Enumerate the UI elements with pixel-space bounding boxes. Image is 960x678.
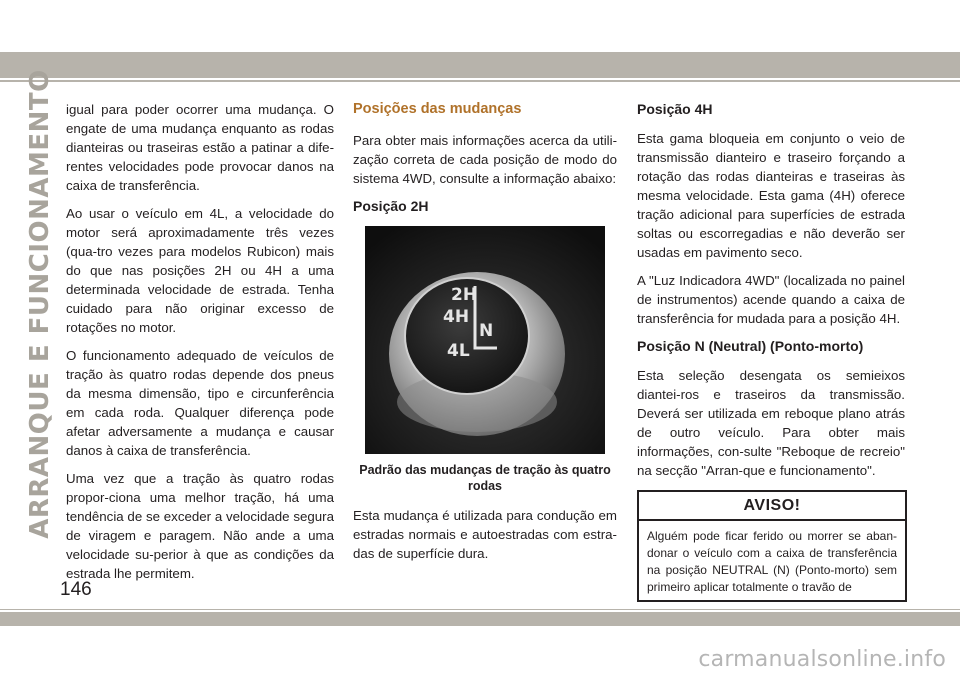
heading-neutral: Posição N (Neutral) (Ponto-morto)	[637, 338, 864, 354]
warning-text: Alguém pode ficar ferido ou morrer se aban-donar o veículo com a caixa de transferência na posição NEUTRAL (N) (Ponto-morto) sem primeiro aplicar totalmente o travão de	[647, 529, 897, 594]
watermark-text: carmanualsonline.info	[698, 647, 946, 672]
column-left	[66, 100, 334, 592]
knob-label-4h: 4H	[443, 307, 470, 327]
footer-rule	[0, 609, 960, 610]
warning-box	[637, 490, 907, 602]
knob-label-4l: 4L	[447, 341, 470, 361]
paragraph: Esta seleção desengata os semieixos diantei-ros e traseiros da transmissão. Deverá ser utilizada em reboque plano atrás de outro veículo. Para obter mais informações, con-sulte "Reboque de recreio" na secção "Arran-que e funcionamento".	[637, 368, 905, 478]
knob-label-2h: 2H	[451, 285, 478, 305]
column-right	[637, 100, 905, 602]
header-rule	[0, 80, 960, 82]
paragraph: Esta gama bloqueia em conjunto o veio de transmissão dianteiro e traseiro forçando a rotação das rodas dianteiras e traseiras às mesma velocidade. Esta gama (4H) oferece tração adicional para superfícies de estrada soltas ou escorregadias e não deverão ser usadas em pavimento seco.	[637, 131, 905, 260]
heading-4h: Posição 4H	[637, 101, 713, 117]
footer-band	[0, 612, 960, 626]
gear-knob-photo	[365, 226, 605, 454]
gear-knob-illustration	[365, 226, 605, 454]
column-middle	[353, 100, 617, 572]
paragraph: Uma vez que a tração às quatro rodas propor-ciona uma melhor tração, há uma tendência de se exceder a velocidade segura de viragem e paragem. Não ande a uma velocidade su-perior à que as condições da estrada lhe permitem.	[66, 471, 334, 581]
heading-shift-positions: Posições das mudanças	[353, 101, 522, 117]
knob-label-n: N	[479, 321, 494, 341]
paragraph: Ao usar o veículo em 4L, a velocidade do motor será aproximadamente três vezes (qua-tro vezes para modelos Rubicon) mais do que nas posições 2H ou 4H a uma determinada velocidade de estrada. Tenha cuidado para não originar excesso de rotações no motor.	[66, 206, 334, 335]
paragraph: A "Luz Indicadora 4WD" (localizada no painel de instrumentos) acende quando a caixa de transferência for mudada para a posição 4H.	[637, 273, 905, 326]
header-band	[0, 52, 960, 78]
page-number: 146	[60, 579, 92, 600]
heading-2h: Posição 2H	[353, 198, 429, 214]
section-title-text: ARRANQUE E FUNCIONAMENTO	[25, 69, 55, 539]
paragraph: O funcionamento adequado de veículos de tração às quatro rodas depende dos pneus da mesma dimensão, tipo e circunferência em cada roda. Qualquer diferença pode afetar adversamente a mudança e causar danos à caixa de transferência.	[66, 348, 334, 458]
warning-title: AVISO!	[639, 492, 905, 521]
paragraph: Para obter mais informações acerca da utili-zação correta de cada posição de modo do sistema 4WD, consulte a informação abaixo:	[353, 133, 617, 186]
photo-caption: Padrão das mudanças de tração às quatro rodas	[359, 463, 611, 493]
paragraph: Esta mudança é utilizada para condução em estradas normais e autoestradas com estra-das de superfície dura.	[353, 508, 617, 561]
section-side-title	[25, 69, 55, 539]
paragraph: igual para poder ocorrer uma mudança. O engate de uma mudança enquanto as rodas dianteiras ou traseiras estão a patinar a dife-rentes velocidades pode provocar danos na caixa de transferência.	[66, 102, 334, 193]
